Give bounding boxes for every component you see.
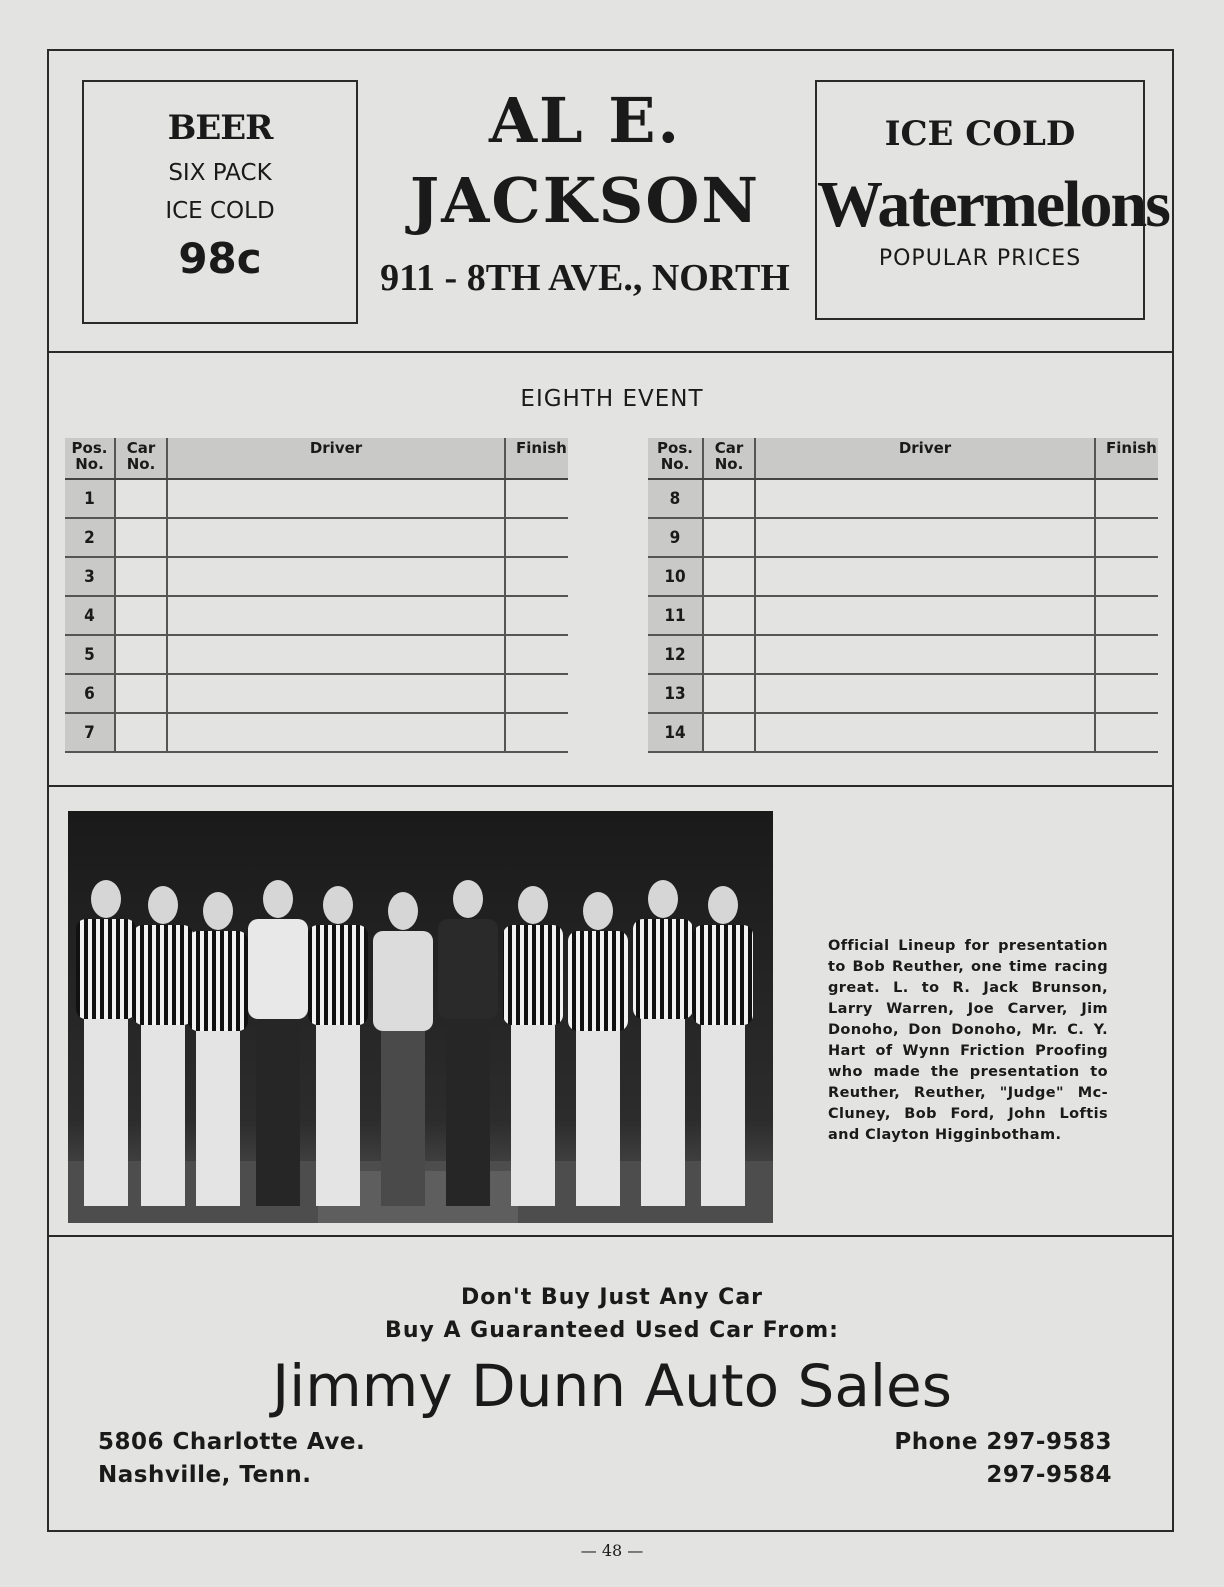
results-row [648, 596, 1158, 635]
results-row [648, 518, 1158, 557]
divider [47, 1235, 1174, 1237]
beer-line-1: SIX PACK [168, 160, 272, 186]
watermelon-prices: POPULAR PRICES [878, 246, 1082, 271]
finish-cell[interactable] [505, 596, 568, 635]
phone-line-1: Phone 297-9583 [894, 1429, 1112, 1455]
finish-cell[interactable] [505, 713, 568, 752]
position-number: 2 [65, 518, 115, 557]
driver-cell[interactable] [167, 557, 505, 596]
pos-header: Pos. No. [648, 438, 703, 479]
car-number-cell[interactable] [115, 596, 167, 635]
results-row [648, 713, 1158, 752]
driver-header: Driver [167, 438, 505, 479]
finish-cell[interactable] [505, 635, 568, 674]
finish-cell[interactable] [1095, 674, 1158, 713]
finish-header: Finish [505, 438, 568, 479]
car-number-cell[interactable] [703, 557, 755, 596]
driver-header: Driver [755, 438, 1095, 479]
driver-cell[interactable] [167, 479, 505, 518]
photo-caption: Official Lineup for presentation to Bob Reuther, one time racing great. L. to R. Jack Brunson, Larry Warren, Joe Carver, Jim Donoho, Don Donoho, Mr. C. Y. Hart of Wynn Friction Proofing who made the presentation to Reuther, Reuther, "Judge" Mc-Cluney, Bob Ford, John Loftis and Clayton Higginbotham. [828, 938, 1108, 1143]
watermelon-line-1: ICE COLD [884, 114, 1076, 154]
page-number: — 48 — [580, 1541, 644, 1560]
store-name-line-1: AL E. [488, 84, 682, 157]
company-phone [894, 1426, 1112, 1492]
finish-cell[interactable] [1095, 596, 1158, 635]
car-number-cell[interactable] [703, 674, 755, 713]
driver-cell[interactable] [167, 596, 505, 635]
address-line-2: Nashville, Tenn. [98, 1462, 312, 1488]
person-figure [438, 880, 498, 1206]
person-figure [693, 886, 753, 1206]
person-figure [503, 886, 563, 1206]
results-row [65, 557, 568, 596]
driver-cell[interactable] [755, 713, 1095, 752]
divider [47, 351, 1174, 353]
driver-cell[interactable] [167, 674, 505, 713]
pos-header: Pos. No. [65, 438, 115, 479]
car-number-cell[interactable] [703, 713, 755, 752]
driver-cell[interactable] [167, 518, 505, 557]
position-number: 1 [65, 479, 115, 518]
driver-cell[interactable] [755, 557, 1095, 596]
car-number-cell[interactable] [703, 635, 755, 674]
results-table-left [65, 438, 568, 753]
person-figure [188, 892, 248, 1206]
address-line-1: 5806 Charlotte Ave. [98, 1429, 366, 1455]
position-number: 5 [65, 635, 115, 674]
driver-cell[interactable] [755, 674, 1095, 713]
position-number: 14 [648, 713, 703, 752]
position-number: 11 [648, 596, 703, 635]
driver-cell[interactable] [755, 518, 1095, 557]
officials-lineup-photo [68, 811, 773, 1223]
beer-price: 98c [178, 234, 262, 283]
phone-line-2: 297-9584 [986, 1462, 1112, 1488]
ad-tagline-2: Buy A Guaranteed Used Car From: [385, 1318, 839, 1343]
position-number: 6 [65, 674, 115, 713]
person-figure [133, 886, 193, 1206]
beer-ad-box [82, 80, 358, 324]
store-ad [370, 86, 800, 300]
car-number-cell[interactable] [703, 596, 755, 635]
finish-cell[interactable] [1095, 557, 1158, 596]
car-number-cell[interactable] [115, 713, 167, 752]
results-row [65, 713, 568, 752]
position-number: 9 [648, 518, 703, 557]
driver-cell[interactable] [755, 596, 1095, 635]
driver-cell[interactable] [167, 713, 505, 752]
position-number: 13 [648, 674, 703, 713]
driver-cell[interactable] [167, 635, 505, 674]
beer-title: BEER [167, 108, 273, 148]
finish-cell[interactable] [505, 479, 568, 518]
position-number: 4 [65, 596, 115, 635]
person-figure [568, 892, 628, 1206]
finish-cell[interactable] [505, 518, 568, 557]
results-row [648, 635, 1158, 674]
car-header: Car No. [115, 438, 167, 479]
position-number: 12 [648, 635, 703, 674]
person-figure [76, 880, 136, 1206]
position-number: 8 [648, 479, 703, 518]
person-figure [633, 880, 693, 1206]
person-figure [373, 892, 433, 1206]
person-figure [308, 886, 368, 1206]
beer-line-2: ICE COLD [165, 198, 275, 224]
results-row [648, 674, 1158, 713]
ad-tagline-1: Don't Buy Just Any Car [460, 1285, 764, 1310]
results-row [65, 596, 568, 635]
car-number-cell[interactable] [115, 479, 167, 518]
company-address [98, 1426, 365, 1492]
finish-cell[interactable] [1095, 713, 1158, 752]
finish-cell[interactable] [1095, 635, 1158, 674]
person-figure [248, 880, 308, 1206]
driver-cell[interactable] [755, 635, 1095, 674]
finish-header: Finish [1095, 438, 1158, 479]
event-title: EIGHTH EVENT [520, 386, 704, 412]
watermelon-ad-box [815, 80, 1169, 320]
watermelon-product: Watermelons [817, 168, 1169, 241]
store-name-line-2: JACKSON [409, 164, 761, 237]
car-number-cell[interactable] [703, 518, 755, 557]
driver-cell[interactable] [755, 479, 1095, 518]
position-number: 7 [65, 713, 115, 752]
car-number-cell[interactable] [115, 518, 167, 557]
car-number-cell[interactable] [115, 635, 167, 674]
finish-cell[interactable] [505, 674, 568, 713]
company-name: Jimmy Dunn Auto Sales [272, 1352, 952, 1420]
store-address: 911 - 8TH AVE., NORTH [380, 257, 790, 299]
results-row [65, 518, 568, 557]
results-row [65, 479, 568, 518]
results-row [65, 674, 568, 713]
results-row [648, 557, 1158, 596]
position-number: 3 [65, 557, 115, 596]
finish-cell[interactable] [505, 557, 568, 596]
divider [47, 785, 1174, 787]
car-number-cell[interactable] [703, 479, 755, 518]
position-number: 10 [648, 557, 703, 596]
finish-cell[interactable] [1095, 518, 1158, 557]
results-table-right [648, 438, 1158, 753]
car-number-cell[interactable] [115, 674, 167, 713]
results-row [65, 635, 568, 674]
car-header: Car No. [703, 438, 755, 479]
results-row [648, 479, 1158, 518]
finish-cell[interactable] [1095, 479, 1158, 518]
car-number-cell[interactable] [115, 557, 167, 596]
